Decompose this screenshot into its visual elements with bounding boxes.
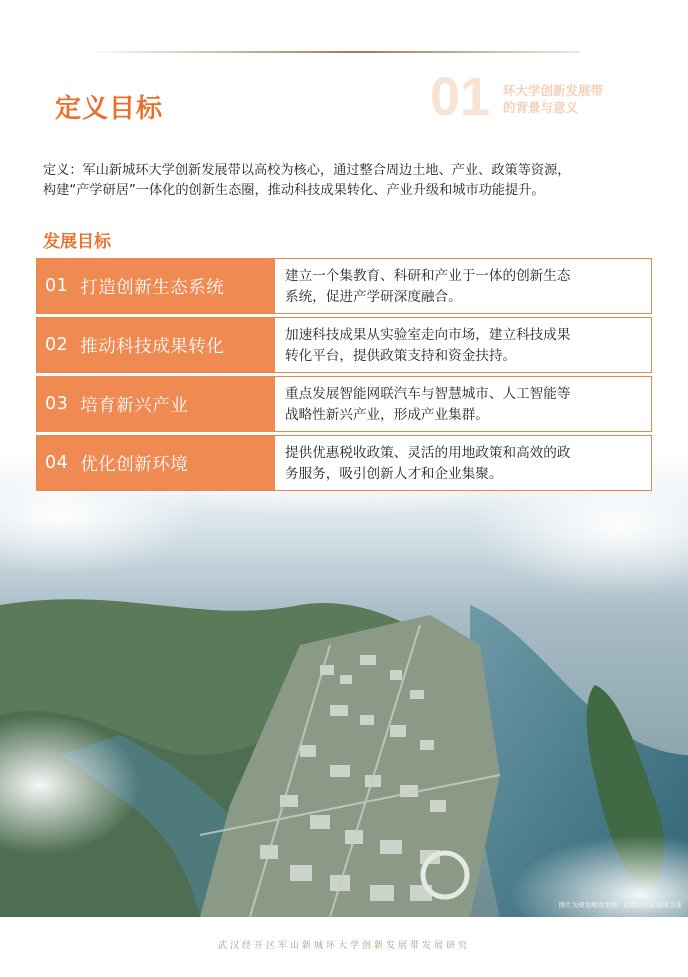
- goal-row-2: [36, 317, 652, 373]
- goal-description: [275, 436, 651, 490]
- definition-line1: 定义：军山新城环大学创新发展带以高校为核心，通过整合周边土地、产业、政策等资源，: [43, 163, 571, 178]
- definition-paragraph: [43, 161, 653, 201]
- goal-row-4: [36, 435, 652, 491]
- goal-description: [275, 377, 651, 431]
- goal-row-3: [36, 376, 652, 432]
- goal-title: 优化创新环境: [80, 454, 189, 475]
- aerial-city-illustration: [0, 455, 688, 917]
- goal-title: 培育新兴产业: [80, 395, 189, 416]
- page-footer: 武汉经开区军山新城环大学创新发展带发展研究: [217, 941, 470, 951]
- goal-number: 02: [45, 335, 69, 355]
- goal-description-line1: 建立一个集教育、科研和产业于一体的创新生态: [285, 268, 571, 284]
- goal-description-line2: 系统，促进产学研深度融合。: [285, 289, 462, 305]
- goal-description-line1: 加速科技成果从实验室走向市场，建立科技成果: [285, 327, 571, 343]
- goal-row-1: [36, 258, 652, 314]
- goal-number: 03: [45, 394, 69, 414]
- chapter-title-line1: 环大学创新发展带: [503, 83, 604, 98]
- definition-line2: 构建“产学研居”一体化的创新生态圈，推动科技成果转化、产业升级和城市功能提升。: [43, 183, 545, 198]
- goal-description-line2: 转化平台，提供政策支持和资金扶持。: [285, 348, 517, 364]
- goal-label: [37, 259, 275, 313]
- goal-description-line2: 务服务，吸引创新人才和企业集聚。: [285, 466, 503, 482]
- goal-label: [37, 318, 275, 372]
- aerial-city-rendering: [0, 455, 688, 917]
- page-title: 定义目标: [55, 94, 164, 124]
- goal-number: 01: [45, 276, 69, 296]
- goal-description: [275, 318, 651, 372]
- goal-description-line1: 重点发展智能网联汽车与智慧城市、人工智能等: [285, 386, 571, 402]
- goal-title: 推动科技成果转化: [80, 336, 225, 357]
- goal-description-line1: 提供优惠税收政策、灵活的用地政策和高效的政: [285, 445, 571, 461]
- chapter-title-line2: 的背景与意义: [503, 100, 579, 115]
- chapter-number: 01: [430, 67, 491, 127]
- chapter-title: [503, 82, 653, 116]
- goal-number: 04: [45, 453, 69, 473]
- goal-title: 打造创新生态系统: [80, 277, 225, 298]
- goal-label: [37, 377, 275, 431]
- photo-caption: 图片为规划期效果图，后续以实际建成为准: [558, 901, 682, 909]
- goal-description: [275, 259, 651, 313]
- goals-heading: 发展目标: [43, 232, 111, 252]
- goal-description-line2: 战略性新兴产业，形成产业集群。: [285, 407, 489, 423]
- goal-label: [37, 436, 275, 490]
- top-divider: [85, 51, 580, 53]
